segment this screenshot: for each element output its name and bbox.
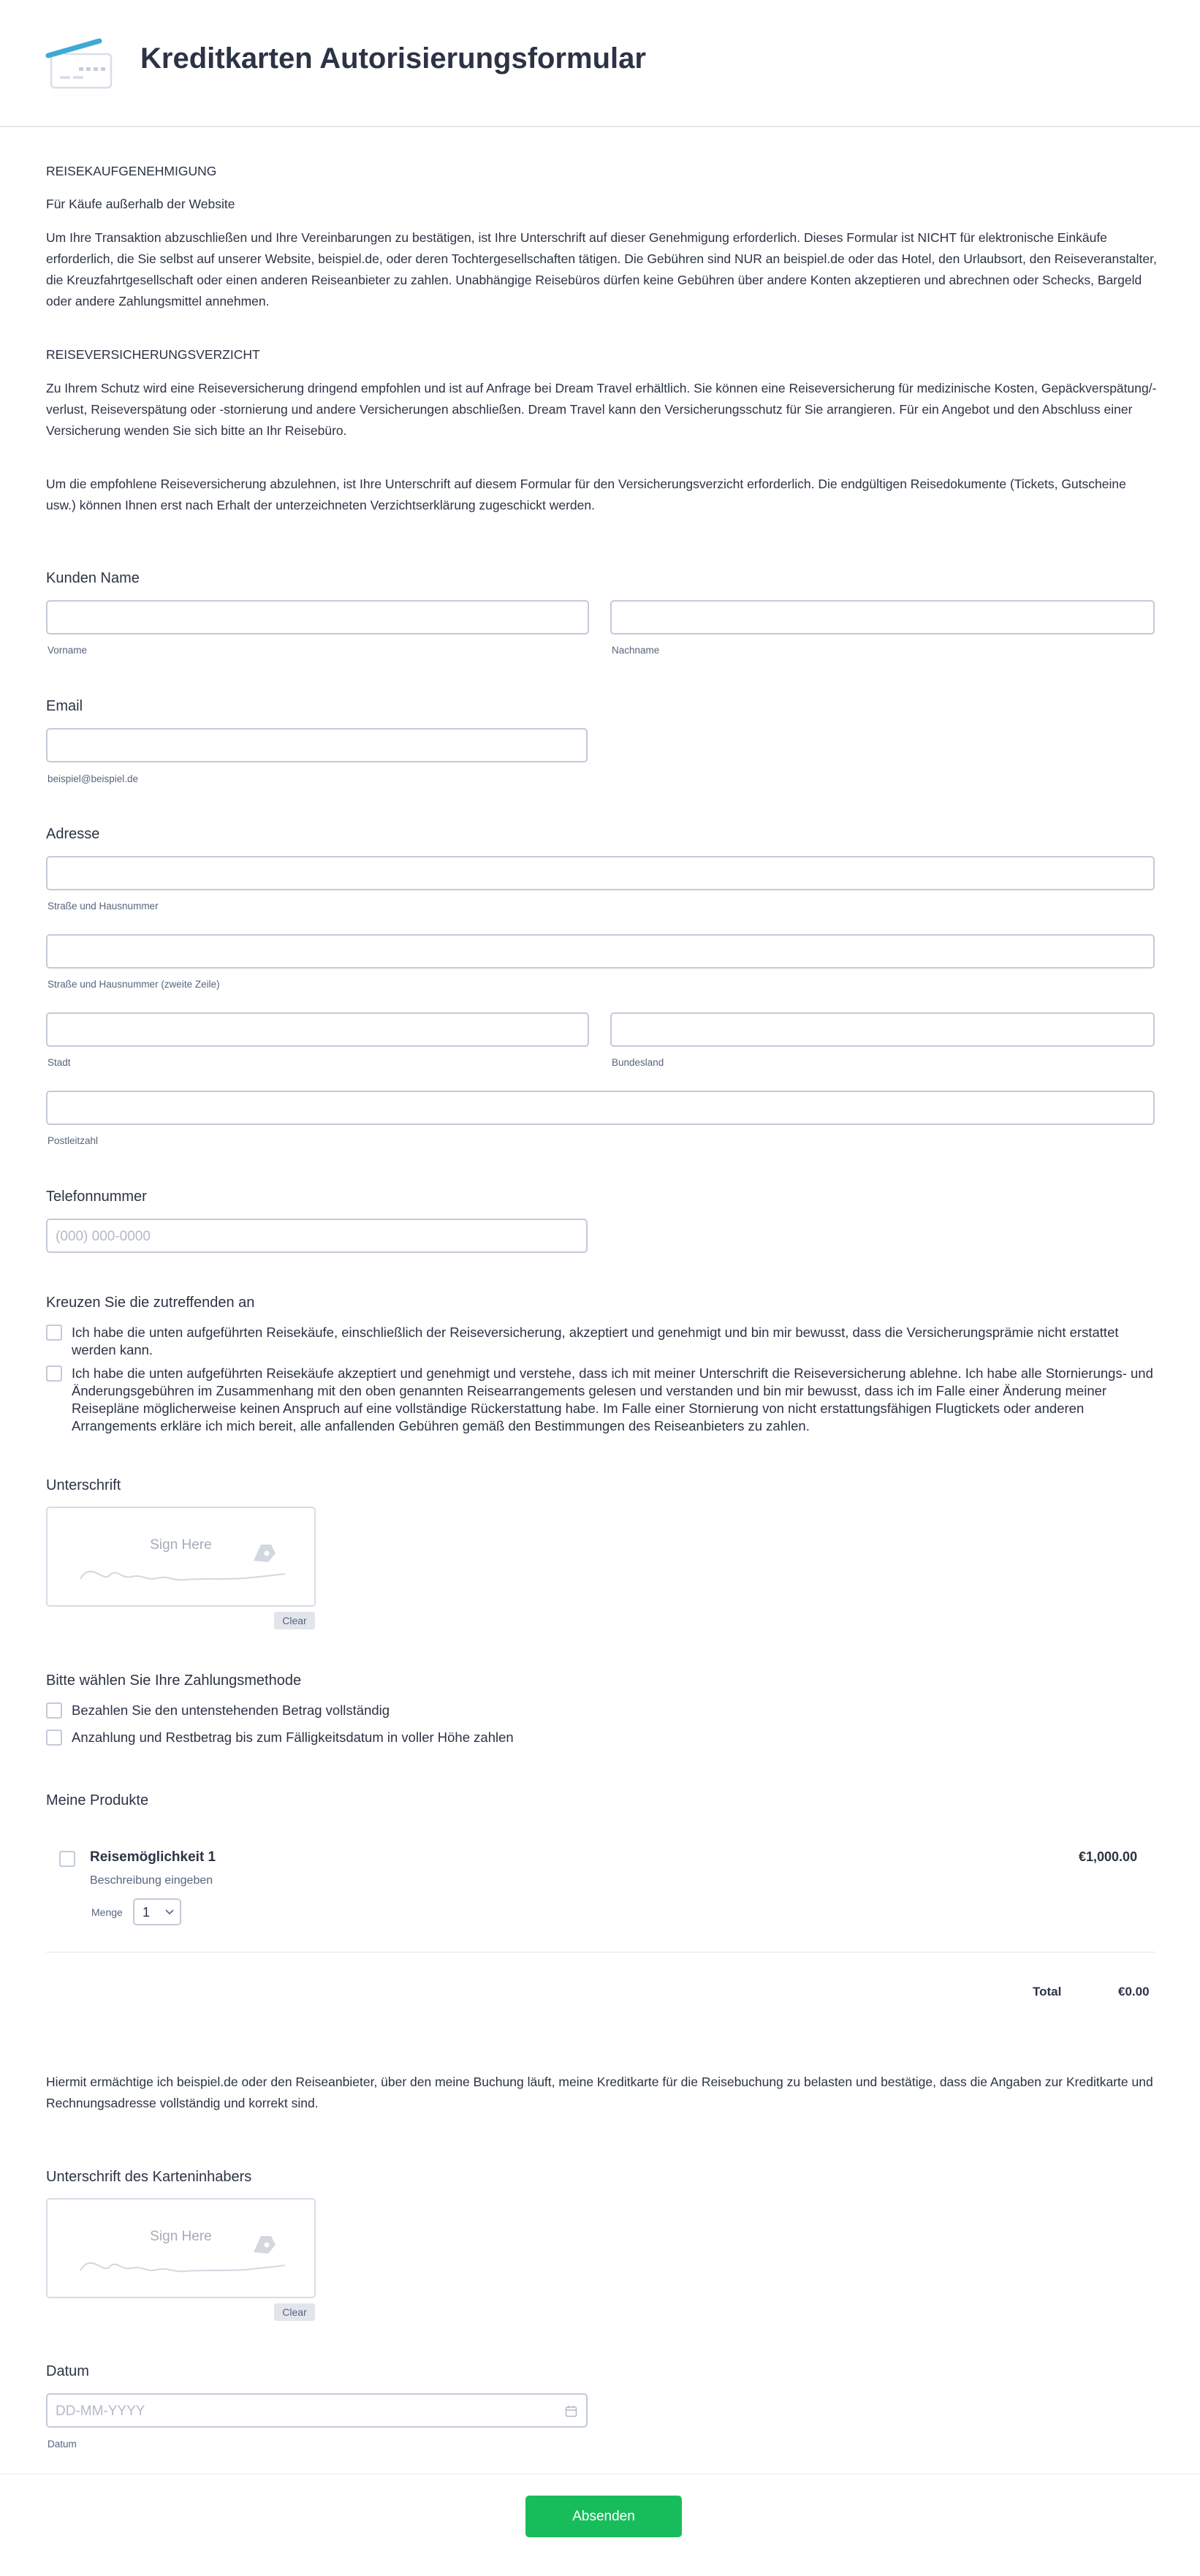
payment-option-full: Bezahlen Sie den untenstehenden Betrag vollständig [72,1702,390,1718]
intro-paragraph-3: Um die empfohlene Reiseversicherung abzulehnen, ist Ihre Unterschrift auf diesem Formular für den Versicherungsverzicht erforderlich. Die endgültigen Reisedokumente (Tickets, Gutscheine usw.) können Ihnen erst nach Erhalt der unterzeichneten Verzichtserklärung zugeschickt werden. [46,477,1126,512]
credit-card-logo-icon [42,37,121,92]
payment-method-label: Bitte wählen Sie Ihre Zahlungsmethode [46,1672,302,1689]
card-signature-pad[interactable] [46,2198,316,2298]
intro-paragraph-1: Um Ihre Transaktion abzuschließen und Ihre Vereinbarungen zu bestätigen, ist Ihre Unterschrift auf dieser Genehmigung erforderlich. Dieses Formular ist NICHT für elektronische Einkäufe erforderlich, die Sie selbst auf unserer Website, beispiel.de, oder deren Tochtergesellschaften tätigen. Die Gebühren sind NUR an beispiel.de oder das Hotel, den Urlaubsort, den Reiseveranstalter, die Kreuzfahrtgesellschaft oder einen anderen Reiseanbieter zu zahlen. Unabhängige Reisebüros dürfen keine Gebühren über andere Konten akzeptieren und abrechnen oder Schecks, Bargeld oder andere Zahlungsmittel annehmen. [46,230,1157,308]
city-sublabel: Stadt [48,1057,71,1068]
phone-label: Telefonnummer [46,1189,147,1205]
state-input[interactable] [610,1012,1155,1047]
intro-subheading: Für Käufe außerhalb der Website [46,197,235,211]
last-name-input[interactable] [610,600,1155,634]
signature-label: Unterschrift [46,1477,121,1493]
quantity-select[interactable] [133,1898,181,1925]
first-name-sublabel: Vorname [48,645,88,656]
payment-option-deposit-checkbox[interactable] [46,1730,62,1746]
consent-checkbox-2[interactable] [46,1365,62,1382]
street2-input[interactable] [46,934,1155,969]
consent-option-1: Ich habe die unten aufgeführten Reisekäufe, einschließlich der Reiseversicherung, akzeptiert und genehmigt und bin mir bewusst, dass die Versicherungsprämie nicht erstattet werden kann. [72,1325,1119,1357]
consent-option-2: Ich habe die unten aufgeführten Reisekäufe akzeptiert und genehmigt und verstehe, dass ich mit meiner Unterschrift die Reiseversicherung ablehne. Ich habe alle Stornierungs- und Änderungsgebühren im Zusammenhang mit den oben genannten Reisearrangements gelesen und verstanden und bin mir bewusst, dass ich im Falle einer Änderung meiner Reisepläne möglicherweise keinen Anspruch auf eine vollständige Rückerstattung habe. Im Falle einer Stornierung von nicht erstattungsfähigen Flugtickets oder anderen Arrangements erkläre ich mich bereit, alle anfallenden Gebühren gemäß den Bestimmungen des Reiseanbieters zu zahlen. [72,1365,1153,1433]
payment-option-full-checkbox[interactable] [46,1702,62,1719]
product-checkbox[interactable] [59,1851,75,1867]
intro-heading-insurance: REISEVERSICHERUNGSVERZICHT [46,347,260,362]
submit-button[interactable]: Absenden [525,2496,682,2537]
intro-paragraph-2: Zu Ihrem Schutz wird eine Reiseversicherung dringend empfohlen und ist auf Anfrage bei Dream Travel erhältlich. Sie können eine Reiseversicherung für medizinische Kosten, Gepäckverspätung/-verlust, Reiseverspätung oder -stornierung und andere Versicherungen abschließen. Dream Travel kann den Versicherungsschutz für Sie arrangieren. Für ein Angebot und den Abschluss einer Versicherung wenden Sie sich bitte an Ihr Reisebüro. [46,381,1157,438]
pen-icon [249,1539,281,1567]
products-label: Meine Produkte [46,1792,149,1808]
date-input[interactable] [46,2393,588,2428]
address-label: Adresse [46,826,100,842]
intro-heading-purchase: REISEKAUFGENEHMIGUNG [46,164,217,178]
card-signature-label: Unterschrift des Karteninhabers [46,2169,252,2185]
card-signature-clear-button[interactable]: Clear [274,2303,315,2321]
card-signature-hint: Sign Here [150,2229,212,2244]
date-sublabel: Datum [48,2439,77,2450]
date-placeholder: DD-MM-YYYY [56,2403,145,2419]
pen-icon [249,2230,281,2258]
state-sublabel: Bundesland [612,1057,664,1068]
date-label: Datum [46,2363,89,2379]
zip-sublabel: Postleitzahl [48,1135,99,1146]
quantity-label: Menge [91,1906,123,1918]
street-input[interactable] [46,856,1155,890]
street-sublabel: Straße und Hausnummer [48,901,159,912]
signature-clear-button[interactable]: Clear [274,1612,315,1629]
first-name-input[interactable] [46,600,589,634]
signature-hint: Sign Here [150,1537,212,1553]
authorization-text: Hiermit ermächtige ich beispiel.de oder den Reiseanbieter, über den meine Buchung läuft, meine Kreditkarte für die Reisebuchung zu belasten und bestätige, dass die Angaben zur Kreditkarte und Rechnungsadresse vollständig und korrekt sind. [46,2075,1153,2110]
chevron-down-icon [165,1908,174,1915]
product-name: Reisemöglichkeit 1 [90,1849,216,1865]
form-header [0,0,1200,127]
total-label: Total [1033,1985,1062,1999]
city-input[interactable] [46,1012,589,1047]
calendar-icon[interactable] [565,2405,577,2417]
consent-label: Kreuzen Sie die zutreffenden an [46,1295,255,1311]
consent-checkbox-1[interactable] [46,1325,62,1341]
phone-placeholder: (000) 000-0000 [56,1229,151,1244]
email-input[interactable] [46,728,588,762]
email-label: Email [46,698,83,714]
signature-pad[interactable] [46,1507,316,1607]
product-description: Beschreibung eingeben [90,1874,213,1887]
last-name-sublabel: Nachname [612,645,660,656]
total-value: €0.00 [1118,1985,1150,1999]
page-title: Kreditkarten Autorisierungsformular [140,42,646,75]
payment-option-deposit: Anzahlung und Restbetrag bis zum Fälligkeitsdatum in voller Höhe zahlen [72,1730,514,1745]
email-sublabel: beispiel@beispiel.de [48,773,139,784]
product-price: €1,000.00 [1079,1849,1138,1864]
street2-sublabel: Straße und Hausnummer (zweite Zeile) [48,979,220,990]
zip-input[interactable] [46,1091,1155,1125]
customer-name-label: Kunden Name [46,570,140,586]
quantity-value: 1 [143,1905,151,1920]
phone-input[interactable] [46,1219,588,1253]
